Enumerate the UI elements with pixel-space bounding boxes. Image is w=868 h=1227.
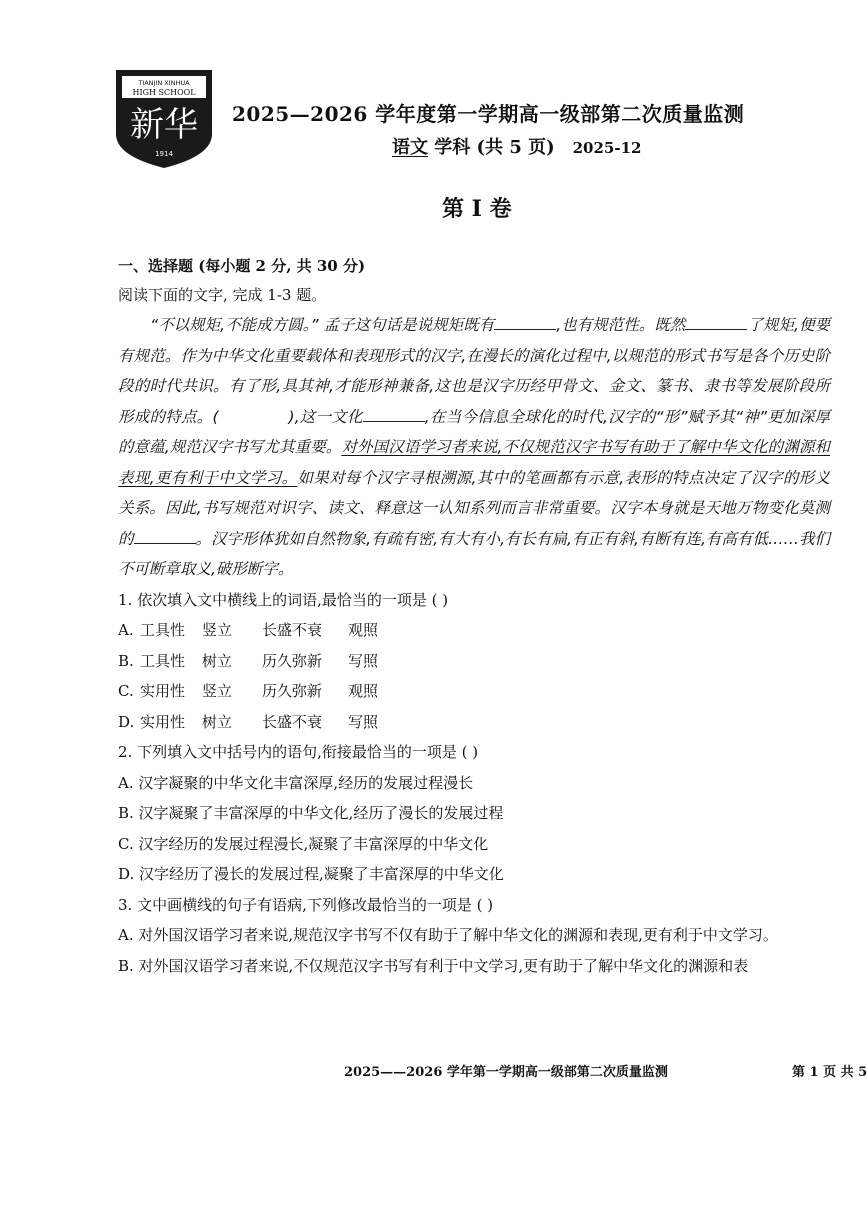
option-word: 写照	[348, 712, 379, 731]
option-label: D.	[118, 712, 135, 731]
blank-4	[134, 529, 196, 544]
option-word: 观照	[348, 682, 379, 700]
question-1-option-d[interactable]	[118, 707, 830, 738]
option-word: 长盛不衰	[262, 712, 323, 731]
question-1-option-b[interactable]	[118, 646, 830, 677]
option-word: 树立	[202, 712, 233, 731]
question-2-option-c[interactable]: C. 汉字经历的发展过程漫长,凝聚了丰富深厚的中华文化	[118, 834, 489, 853]
subject-suffix: 学科 (共 5 页)	[428, 137, 555, 158]
exam-date: 2025-12	[572, 139, 642, 157]
logo-text-school: HIGH SCHOOL	[132, 88, 196, 97]
page-number: 第 1 页 共 5	[792, 1065, 868, 1080]
reading-passage	[118, 310, 830, 585]
page-footer: 2025——2026 学年第一学期高一级部第二次质量监测	[344, 1065, 668, 1080]
question-2-option-b[interactable]: B. 汉字凝聚了丰富深厚的中华文化,经历了漫长的发展过程	[118, 804, 504, 822]
question-1-option-a[interactable]	[118, 615, 830, 646]
option-word: 工具性	[140, 651, 186, 670]
question-2-option-d[interactable]: D. 汉字经历了漫长的发展过程,凝聚了丰富深厚的中华文化	[118, 865, 504, 883]
exam-content	[118, 252, 830, 982]
option-word: 长盛不衰	[262, 621, 323, 639]
passage-part: ,在当今信息全球化的时代,汉字的“形”赋予其“神”更加深厚的意蕴,规范汉字书写尤其重要。	[118, 407, 830, 456]
logo-year: 1914	[155, 150, 173, 158]
underlined-sentence: 对外国汉语学习者来说,不仅规范汉字书写有助于了解中华文化的渊源和表现,更有利于中文学习。	[118, 438, 830, 487]
question-3-stem: 3. 文中画横线的句子有语病,下列修改最恰当的一项是 ( )	[118, 895, 494, 914]
option-label: C.	[118, 682, 134, 700]
subject-name: 语文	[392, 137, 428, 158]
logo-text-top: TIANJIN XINHUA	[138, 79, 190, 87]
passage-part: 如果对每个汉字寻根溯源,其中的笔画都有示意,表形的特点决定了汉字的形义关系。因此,书写规范对识字、读文、释意这一认知系列而言非常重要。汉字本身就是天地万物变化莫测的	[118, 468, 830, 548]
passage-part: “不以规矩,不能成方圆。” 孟子这句话是说规矩既有	[150, 316, 495, 334]
blank-3	[363, 407, 425, 422]
section-heading: 一、选择题 (每小题 2 分, 共 30 分)	[118, 257, 366, 275]
logo-chars: 新华	[130, 105, 198, 145]
option-word: 竖立	[202, 682, 233, 700]
exam-title: 2025—2026 学年度第一学期高一级部第二次质量监测	[232, 102, 745, 126]
reading-instruction: 阅读下面的文字, 完成 1-3 题。	[118, 286, 327, 304]
option-word: 实用性	[140, 712, 186, 731]
option-word: 历久弥新	[262, 682, 323, 700]
school-logo	[108, 64, 220, 172]
blank-1	[494, 315, 556, 330]
question-2-stem: 2. 下列填入文中括号内的语句,衔接最恰当的一项是 ( )	[118, 743, 479, 761]
option-word: 写照	[348, 651, 379, 670]
volume-heading: 第 I 卷	[442, 196, 512, 222]
passage-part: 。汉字形体犹如自然物象,有疏有密,有大有小,有长有扁,有正有斜,有断有连,有高有低……我们不可断章取义,破形断字。	[118, 529, 830, 578]
blank-2	[685, 315, 747, 330]
option-word: 工具性	[140, 621, 186, 639]
exam-subtitle	[392, 133, 641, 159]
option-word: 历久弥新	[262, 651, 323, 670]
option-label: B.	[118, 651, 134, 670]
question-2-option-a[interactable]: A. 汉字凝聚的中华文化丰富深厚,经历的发展过程漫长	[118, 773, 474, 792]
question-1-option-c[interactable]	[118, 676, 830, 707]
option-word: 实用性	[140, 682, 186, 700]
question-1-stem: 1. 依次填入文中横线上的词语,最恰当的一项是 ( )	[118, 590, 449, 609]
passage-part: 了规矩,便要有规范。作为中华文化重要载体和表现形式的汉字,在漫长的演化过程中,以规范的形式书写是各个历史阶段的时代共识。有了形,具其神,才能形神兼备,这也是汉字历经甲骨文、金文、篆书、隶书等发展阶段所形成的特点。(	[118, 316, 830, 426]
option-label: A.	[118, 621, 134, 639]
option-word: 观照	[348, 621, 379, 639]
passage-part: ),这一文化	[288, 407, 363, 426]
question-3-option-a[interactable]: A. 对外国汉语学习者来说,规范汉字书写不仅有助于了解中华文化的渊源和表现,更有利于中文学习。	[118, 926, 778, 944]
question-3-option-b[interactable]: B. 对外国汉语学习者来说,不仅规范汉字书写有利于中文学习,更有助于了解中华文化的渊源和表	[118, 957, 749, 975]
option-word: 竖立	[202, 621, 233, 639]
option-word: 树立	[202, 651, 233, 670]
passage-part: ,也有规范性。既然	[556, 316, 686, 334]
